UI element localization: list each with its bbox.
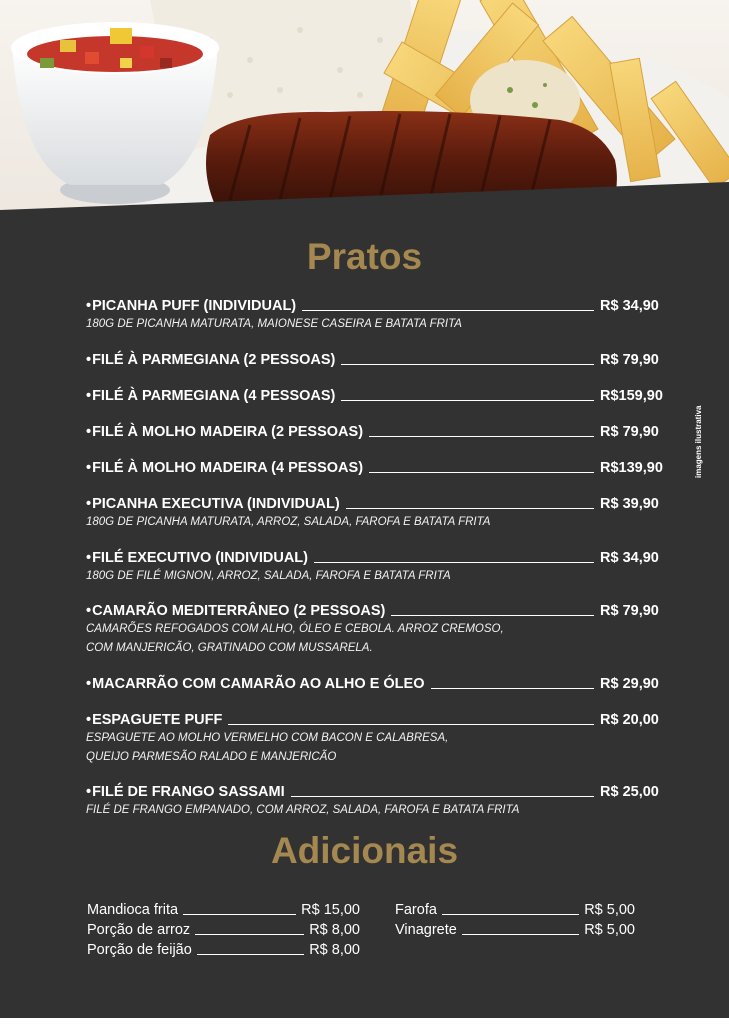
bullet-icon: • [86,352,92,368]
addition-price: R$ 15,00 [301,902,360,918]
bullet-icon: • [86,712,92,728]
menu-item-line [86,599,666,619]
dotted-leader [431,688,595,689]
addition-name: Porção de feijão [87,942,192,958]
menu-item-name: PICANHA EXECUTIVA (INDIVIDUAL) [92,496,340,512]
bullet-icon: • [86,603,92,619]
menu-item-name: PICANHA PUFF (INDIVIDUAL) [92,298,297,314]
menu-item-price: R$ 79,90 [600,424,659,440]
addition-price: R$ 5,00 [584,922,635,938]
menu-item [86,708,666,766]
addition-price: R$ 8,00 [309,922,360,938]
dotted-leader [341,364,594,365]
dotted-leader [228,724,594,725]
additions-left-column [87,898,360,958]
illustrative-images-note: imagens ilustrativa [694,405,703,478]
menu-item-name: FILÉ À PARMEGIANA (4 PESSOAS) [92,388,336,404]
menu-item [86,348,666,368]
menu-item-name: ESPAGUETE PUFF [92,712,223,728]
menu-item-name: FILÉ À PARMEGIANA (2 PESSOAS) [92,352,336,368]
dotted-leader [314,562,594,563]
menu-item-line [86,420,666,440]
menu-item [86,599,666,657]
menu-item-line [86,384,666,404]
addition-name: Farofa [395,902,437,918]
menu-item-line [86,294,666,314]
dotted-leader [462,934,579,935]
dotted-leader [291,796,594,797]
bullet-icon: • [86,784,92,800]
menu-item-price: R$ 29,90 [600,676,659,692]
menu-item-line [86,672,666,692]
menu-item-description: COM MANJERICÃO, GRATINADO COM MUSSARELA. [86,642,373,654]
addition-item [395,898,635,918]
addition-item [87,938,360,958]
section-title-adicionais: Adicionais [270,830,459,871]
dotted-leader [346,508,594,509]
addition-name: Vinagrete [395,922,457,938]
menu-item [86,492,666,531]
menu-item-description: ESPAGUETE AO MOLHO VERMELHO COM BACON E CALABRESA, [86,732,449,744]
addition-name: Porção de arroz [87,922,191,938]
addition-item [87,918,360,938]
menu-item-price: R$ 79,90 [600,603,659,619]
menu-item-price: R$ 20,00 [600,712,659,728]
menu-item-price: R$159,90 [600,388,663,404]
addition-price: R$ 5,00 [584,902,635,918]
menu-item-description: 180G DE PICANHA MATURATA, ARROZ, SALADA, FAROFA E BATATA FRITA [86,516,491,528]
bullet-icon: • [86,496,92,512]
menu-item-price: R$ 34,90 [600,550,659,566]
additions-right-column [395,898,635,938]
menu-item-description: CAMARÕES REFOGADOS COM ALHO, ÓLEO E CEBOLA. ARROZ CREMOSO, [86,623,504,635]
bullet-icon: • [86,676,92,692]
bullet-icon: • [86,298,92,314]
menu-item-name: FILÉ À MOLHO MADEIRA (4 PESSOAS) [92,460,364,476]
menu-item [86,780,666,819]
menu-item-name: FILÉ À MOLHO MADEIRA (2 PESSOAS) [92,424,364,440]
dotted-leader [302,310,594,311]
bottom-edge [0,1018,729,1024]
dotted-leader [391,615,594,616]
bullet-icon: • [86,388,92,404]
menu-item-line [86,546,666,566]
menu-item-description: 180G DE FILÉ MIGNON, ARROZ, SALADA, FAROFA E BATATA FRITA [86,570,451,582]
menu-item-name: FILÉ EXECUTIVO (INDIVIDUAL) [92,550,308,566]
dotted-leader [183,914,296,915]
menu-item-line [86,492,666,512]
menu-item-price: R$ 25,00 [600,784,659,800]
menu-item [86,672,666,692]
menu-item-price: R$139,90 [600,460,663,476]
bullet-icon: • [86,550,92,566]
menu-item-name: MACARRÃO COM CAMARÃO AO ALHO E ÓLEO [92,676,425,692]
addition-item [87,898,360,918]
menu-item-line [86,456,666,476]
menu-item [86,384,666,404]
menu-item-description: FILÉ DE FRANGO EMPANADO, COM ARROZ, SALADA, FAROFA E BATATA FRITA [86,804,520,816]
dotted-leader [341,400,594,401]
menu-item-description: 180G DE PICANHA MATURATA, MAIONESE CASEIRA E BATATA FRITA [86,318,462,330]
menu-item-name: CAMARÃO MEDITERRÂNEO (2 PESSOAS) [92,603,386,619]
dotted-leader [369,472,594,473]
section-title-pratos: Pratos [306,236,423,277]
dotted-leader [369,436,594,437]
bullet-icon: • [86,460,92,476]
menu-item-line [86,708,666,728]
menu-item-description: QUEIJO PARMESÃO RALADO E MANJERICÃO [86,751,337,763]
menu-item [86,294,666,333]
addition-name: Mandioca frita [87,902,179,918]
menu-item-price: R$ 39,90 [600,496,659,512]
dotted-leader [197,954,304,955]
bullet-icon: • [86,424,92,440]
menu-item-price: R$ 79,90 [600,352,659,368]
addition-price: R$ 8,00 [309,942,360,958]
menu-item [86,546,666,585]
dotted-leader [195,934,304,935]
menu-item-name: FILÉ DE FRANGO SASSAMI [92,784,285,800]
menu-item-price: R$ 34,90 [600,298,659,314]
menu-item-line [86,348,666,368]
addition-item [395,918,635,938]
menu-item-line [86,780,666,800]
menu-item [86,456,666,476]
menu-item [86,420,666,440]
dotted-leader [442,914,579,915]
